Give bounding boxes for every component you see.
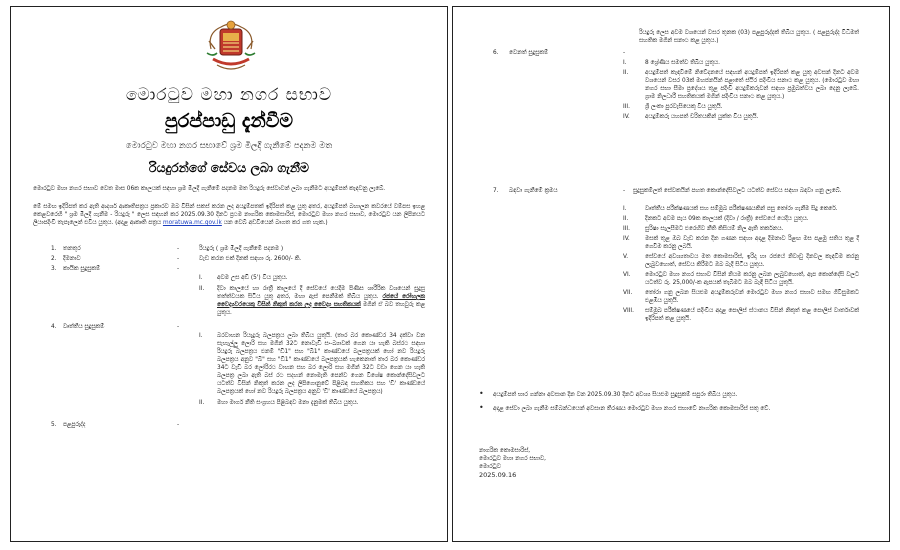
sub-item bbox=[623, 205, 859, 213]
instructions-text-end: යන වෙබ් අඩවියෙන් බාගත කර ගත හැක.) bbox=[223, 220, 328, 227]
professional-requirements bbox=[199, 332, 425, 407]
instructions-paragraph bbox=[33, 203, 425, 227]
medical-certificate-text: රජයේ රෝහලක වෛද්‍යවරයෙකු විසින් නිකුත් කරන ලද වෛද්‍ය සහතිකයක් bbox=[217, 294, 426, 308]
sub-item-text-end: මගින් ඒ බව තහවුරු කළ යුතුය. bbox=[217, 302, 425, 316]
intro-paragraph: මොරටුව මහා නගර සභාව වෙත මාස 06ක කාලයක් සඳහා ශ්‍රම මිලදී ගැනීමේ පදනම මත රියදුරු සේවාවන් ලබා ගැනීමට අයදුම්පත් කැඳවනු ලැබේ. bbox=[33, 186, 386, 192]
sub-item-text: මහා මාර්ග නීති සංග්‍රහය පිළිබඳව මනා දැනුමක් තිබිය යුතුය. bbox=[217, 400, 359, 406]
sub-item-text: දිනකට අවම පැය 09ක කාලයක් (දිවා / රාත්‍රී) සේවයේ යෙදිය යුතුය. bbox=[645, 216, 809, 222]
instructions-text: මේ සමඟ ඉදිරිපත් කර ඇති ආදර්ශ ආකෘතිපත්‍රය ප්‍රකාරව ඔබ විසින් සකස් කරන ලද අයදුම්පතක් ඉදිරිපත් කළ යුතු අතර, අයදුම්පත් බහාලන කවරයේ වම්පස ඉහළ කෙළවරෙහි " ශ්‍රම මිලදී ගැනීම - රියදුරු " ලෙස සඳහන් කර 2025.09.30 දිනට ප්‍රථම නාගරික කොමසාරිස්, මොරටුව මහා නගර සභාව, මොරටුව යන ලිපිනයට ලියාපදිංචි තැපෑලෙන් එවිය යුතුය. (අදාළ ආකෘති පත්‍රය bbox=[33, 204, 425, 227]
item-label: බඳවා ගැනීමේ ක්‍රමය bbox=[509, 188, 558, 194]
sub-item-number: V. bbox=[623, 254, 629, 260]
list-item bbox=[479, 405, 859, 413]
sub-item-number: IV. bbox=[623, 114, 630, 120]
sub-item-text: සේවයේ අවශ්‍යතාවය මත කොමසාරිස්, ඉරිදා හා රජයේ නිවාඩු දිනවල කැඳවීම කරනු ලැබුවහොත්, සේවය කිරීමට ඔබ බැදී සිටිය යුතුය. bbox=[645, 254, 859, 268]
sub-item bbox=[623, 113, 859, 121]
item-value: වැඩ කරන එක් දිනක් සඳහා රු. 2600/- කි. bbox=[199, 256, 302, 262]
sub-item bbox=[623, 253, 859, 269]
notes-list bbox=[479, 391, 859, 413]
list-item: 1. තනතුර - රියදුරු ( ශ්‍රම මිලදී ගැනීමේ පදනම ) bbox=[51, 246, 284, 252]
note-text: අයදුම්පත් භාර ගන්නා අවසාන දින වන 2025.09.30 දිනට අවශ්‍ය සියළුම සුදුසුකම් සපුරා තිබිය යුතුය. bbox=[493, 392, 738, 398]
other-requirements bbox=[623, 59, 859, 121]
sub-item-text: අවම උස අඩි (5') විය යුතුය. bbox=[217, 275, 288, 281]
notice-subtitle: මොරටුව මහා නගර සභාවේ ශ්‍රම මිලදී ගැනීමේ පදනම මත bbox=[125, 141, 333, 151]
item-label: වෙනත් සුදුසුකම් bbox=[509, 50, 549, 56]
signature-block bbox=[479, 447, 546, 479]
sub-item-number: IV. bbox=[623, 236, 630, 242]
item-label: වෘත්තීය සුදුසුකම් bbox=[63, 324, 105, 330]
sub-item-text: මසක් තුළ ඔබ වැඩ කරන දින ගණන සඳහා අදාළ දීමනාව රිළඟ මස පළමු සතිය තුළ දී ගෙවීම කරනු ලබයි. bbox=[645, 236, 859, 250]
notice-page-2: රියදුරු ලෙස අවම වශයෙන් වසර තුනක (03) පළපුරුද්දක් තිබිය යුතුය. ( පළපුරුද්ද විධිමත් සහතික මගින් සනාථ කළ යුතුය.) 6. වෙනත් සුදුසුකම් - I. 8 ශ්‍රේණිය සමත්ව තිබිය යුතුය. II. අයදුම්පත් කැඳවීමේ නිවේදනයේ සඳහන් අයදුම්පත් ඉදිරිපත් කළ යුතු අවසන් දිනට අවම වශයෙන් වසර 03ක් මහජනයින් පළාතේ ස්ථිර පදිංචිය සනාථ කළ යුතුය. (මොරටුව මහා නගර සභා සීමා ප්‍රදේශය තුළ පදිංචි අයදුම්කරුවන් සඳහා ප්‍රමුඛත්වය ලබා දෙනු ලැබේ. ග්‍රාම නිලධාරී සහතිකයක් මගින් පදිංචිය සනාථ කළ යුතුය.) III. ශ්‍රී ලංකා පුරවැසියෙකු විය යුතුයි. IV. අයදුම්කරු යහපත් චරිතයකින් යුක්ත විය යුතුයි. 7. බඳවා ගැනීමේ ක්‍රමය - සුදුසුකම්ලත් සේවකයින් පහත කොන්දේසිවලට යටත්ව සේවය සඳහා බඳවා ගනු ලැබේ. I. වෘත්තීය පරීක්ෂණයක් සහ සම්මුඛ පරීක්ෂණයකින් පසු තෝරා ගැනීම සිදු කෙරේ. II. දිනකට අවම පැය 09ක කාලයක් (දිවා / රාත්‍රී) සේවයේ යෙදිය යුතුය. III. සුරිෂා සැලසීමට එරෙහිව නීති කිසියම් නිල ඇති තර්කනය. IV. මසක් තුළ ඔබ වැඩ කරන දින ගණන සඳහා අදාළ දීමනාව රිළඟ මස පළමු සතිය තුළ දී ගෙවීම කරනු ලබයි. V. සේවයේ අවශ්‍යතාවය මත කොමසාරිස්, ඉරිදා හා රජයේ නිවාඩු දිනවල කැඳවීම කරනු ලැබුවහොත්, සේවය කිරීමට ඔබ බැදී සිටිය යුතුය. VI. මොරටුව මහා නගර සභාව විසින් නියම කරනු ලබන ලැබුවහොත්, ඇප කොන්දේසි වලට යටත්ව රු. 25,000/-ක ඇපයක් තැබීමට ඔබ බැඳී සිටිය යුතුයි. VII. තෝරා ගනු ලබන සියළුම අයදුම්කරුවන් මොරටුව මහා නගර සභාව සමඟ ගිවිසුමකට එළඹිය යුතුයි. VIII. සම්මුඛ පරීක්ෂණයේ පදිංචිය අදාළ පොලිස් ස්ථානය විසින් නිකුත් කළ පොලිස් වාර්තාවක් ඉදිරිපත් කළ යුතුයි. • අයදුම්පත් භාර ගන්නා අවසාන දින වන 2025.09.30 දිනට අවශ්‍ය සියළුම සුදුසුකම් සපුරා තිබිය යුතුය. • අදාළ සේවා ලබා ගැනීම සම්බන්ධයෙන් අවසාන තීරණය මොරටුව මහා නගර සභාවේ නාගරික කොමසාරිස් සතු වේ. නාගරික කොමසාරිස්, මොරටුව මහා නගර සභාව, මොරටුව 2025.09.16 bbox=[452, 6, 890, 542]
sub-item-text: අයදුම්කරු යහපත් චරිතයකින් යුක්ත විය යුතුයි. bbox=[645, 114, 759, 120]
item-number: 7. bbox=[493, 188, 499, 194]
sub-item-text: අයදුම්පත් කැඳවීමේ නිවේදනයේ සඳහන් අයදුම්පත් ඉදිරිපත් කළ යුතු අවසන් දිනට අවම වශයෙන් වසර 03ක් මහජනයින් පළාතේ ස්ථිර පදිංචිය සනාථ කළ යුතුය. (මොරටුව මහා නගර සභා සීමා ප්‍රදේශය තුළ පදිංචි අයදුම්කරුවන් සඳහා ප්‍රමුඛත්වය ලබා දෙනු ලැබේ. ග්‍රාම නිලධාරී සහතිකයක් මගින් පදිංචිය සනාථ කළ යුතුය.) bbox=[645, 70, 859, 100]
item-number: 5. bbox=[51, 422, 57, 428]
sub-item bbox=[623, 225, 859, 233]
item-number: 6. bbox=[493, 50, 499, 56]
list-item: 2. දීමනාව - වැඩ කරන එක් දිනක් සඳහා රු. 2600/- කි. bbox=[51, 256, 302, 262]
sub-item bbox=[623, 307, 859, 323]
sub-item-number: II. bbox=[623, 70, 629, 76]
item-number: 2. bbox=[51, 256, 57, 262]
bullet-icon: • bbox=[479, 389, 484, 398]
sub-item-number: I. bbox=[199, 275, 203, 281]
recruitment-conditions bbox=[623, 205, 859, 323]
sub-item-number: III. bbox=[623, 226, 630, 232]
sub-item-number: VIII. bbox=[623, 308, 634, 314]
notice-page-1 bbox=[10, 6, 448, 542]
list-item: 3. කායික සුදුසුකම් - bbox=[51, 266, 180, 272]
notice-title: පුරප්පාඩු දැන්වීම bbox=[164, 110, 294, 132]
note-text: අදාළ සේවා ලබා ගැනීම සම්බන්ධයෙන් අවසාන තීරණය මොරටුව මහා නගර සභාවේ නාගරික කොමසාරිස් සතු වේ. bbox=[493, 406, 771, 412]
signoff-date: 2025.09.16 bbox=[479, 471, 517, 479]
council-seal-icon bbox=[205, 19, 257, 77]
council-title: මොරටුව මහා නගර සභාව bbox=[125, 85, 333, 105]
sub-item-number: II. bbox=[199, 400, 205, 406]
sub-item-text: බරවාහන රියැදුරු බලපත්‍රය ලබා තිබිය යුතුයි. (තාර බර කොණ්ඩර 34 දක්වා වන සැහැල්ලු ලොරි සහ මගීන් 32ට නොවැඩි සං-ඛ්‍යාවක් ගෙන යා හැකි බස්රථ සඳහා රියදුරු බලපත්‍රය එනම් "ඩී1" සහ "බී1" කාණ්ඩයේ බලපත්‍රයක් හෝ නව රියදුරු බලපත්‍රය අනුව "බී" සහ "ඩී1" කාණ්ඩයේ බලපත්‍රයක් හැකෙනාත් තාර බර කොණ්ඩර 34ට වැඩි බර ලෝරිරථ වාහන සහ බර ලොරි සහ මගීන් 32ට වඩා ගෙන යා හැකි බලපත්‍ර ලබා ඇති බස් රථ සදහන් නොමැති පෙන්ව ගෙන විශේෂ කොන්දේසිවලට යටත්ව විසින් නිකුත් කරන ලද ලිපිගොනුවේ පිළිබඳ සහතිකය සහ 'ඩී' කාණ්ඩයේ බලපත්‍රයක් හෝ නව රියදුරු බලපත්‍රය අනුව 'ඩී' කාණ්ඩයේ බලපත්‍රය) bbox=[217, 333, 425, 395]
sub-item-text: දිවා කාලයේ හා රාත්‍රී කාලයේ දී සේවයේ යෙදීම පිණිස ශාරීරික වශයෙන් සුදුසු තත්ත්වයක සිටිය යුතු අතර, මහා ඇස් පෙනීමක් තිබිය යුතුය. bbox=[217, 286, 425, 300]
sub-item-text: 8 ශ්‍රේණිය සමත්ව තිබිය යුතුය. bbox=[645, 60, 720, 66]
experience-text: රියදුරු ලෙස අවම වශයෙන් වසර තුනක (03) පළපුරුද්දක් තිබිය යුතුය. ( පළපුරුද්ද විධිමත් සහතික මගින් සනාථ කළ යුතුය.) bbox=[639, 30, 859, 45]
sub-item-number: I. bbox=[623, 60, 627, 66]
sub-item bbox=[623, 235, 859, 251]
sub-item bbox=[623, 69, 859, 101]
sub-item-text: සම්මුඛ පරීක්ෂණයේ පදිංචිය අදාළ පොලිස් ස්ථානය විසින් නිකුත් කළ පොලිස් වාර්තාවක් ඉදිරිපත් කළ යුතුයි. bbox=[645, 308, 859, 322]
sub-item bbox=[623, 215, 859, 223]
sub-item-number: VII. bbox=[623, 290, 633, 296]
list-item: 4. වෘත්තීය සුදුසුකම් - bbox=[51, 324, 180, 330]
sub-item bbox=[199, 285, 425, 317]
signoff-title: නාගරික කොමසාරිස්, bbox=[479, 448, 531, 454]
sub-item-text: තෝරා ගනු ලබන සියළුම අයදුම්කරුවන් මොරටුව මහා නගර සභාව සමඟ ගිවිසුමකට එළඹිය යුතුයි. bbox=[645, 290, 859, 304]
sub-item bbox=[623, 59, 859, 67]
sub-item-text: වෘත්තීය පරීක්ෂණයක් සහ සම්මුඛ පරීක්ෂණයකින් පසු තෝරා ගැනීම සිදු කෙරේ. bbox=[645, 206, 838, 212]
item-label: පළපුරුද්ද bbox=[63, 422, 86, 428]
sub-item bbox=[623, 271, 859, 287]
item-label: තනතුර bbox=[63, 246, 81, 252]
position-heading: රියදුරන්ගේ සේවය ලබා ගැනීම bbox=[149, 160, 309, 175]
website-link[interactable]: moratuwa.mc.gov.lk bbox=[162, 220, 222, 227]
item-number: 1. bbox=[51, 246, 57, 252]
item-number: 4. bbox=[51, 324, 57, 330]
sub-item-number: I. bbox=[199, 333, 203, 339]
physical-requirements bbox=[199, 274, 425, 317]
sub-item-number: II. bbox=[199, 286, 205, 292]
item-label: කායික සුදුසුකම් bbox=[63, 266, 101, 272]
sub-item bbox=[623, 289, 859, 305]
sub-item-number: VI. bbox=[623, 272, 631, 278]
sub-item bbox=[623, 103, 859, 111]
list-item: 5. පළපුරුද්ද - bbox=[51, 422, 180, 428]
list-item bbox=[479, 391, 859, 399]
requirements-list bbox=[33, 245, 425, 431]
signoff-city: මොරටුව bbox=[479, 464, 501, 470]
sub-item bbox=[199, 399, 425, 407]
sub-item-text: මොරටුව මහා නගර සභාව විසින් නියම කරනු ලබන ලැබුවහොත්, ඇප කොන්දේසි වලට යටත්ව රු. 25,000/-ක ඇපයක් තැබීමට ඔබ බැඳී සිටිය යුතුයි. bbox=[645, 272, 859, 286]
recruitment-text: සුදුසුකම්ලත් සේවකයින් පහත කොන්දේසිවලට යටත්ව සේවය සඳහා බඳවා ගනු ලැබේ. bbox=[633, 188, 842, 194]
sub-item-number: II. bbox=[623, 216, 629, 222]
item-number: 3. bbox=[51, 266, 57, 272]
item-label: දීමනාව bbox=[63, 256, 81, 262]
signoff-office: මොරටුව මහා නගර සභාව, bbox=[479, 456, 547, 462]
sub-item-text: ශ්‍රී ලංකා පුරවැසියෙකු විය යුතුයි. bbox=[645, 104, 723, 110]
sub-item bbox=[199, 332, 425, 396]
sub-item-text: සුරිෂා සැලසීමට එරෙහිව නීති කිසියම් නිල ඇති තර්කනය. bbox=[645, 226, 784, 232]
bullet-icon: • bbox=[479, 403, 484, 412]
sub-item-number: I. bbox=[623, 206, 627, 212]
item-value: රියදුරු ( ශ්‍රම මිලදී ගැනීමේ පදනම ) bbox=[199, 246, 284, 252]
sub-item bbox=[199, 274, 425, 282]
sub-item-number: III. bbox=[623, 104, 630, 110]
